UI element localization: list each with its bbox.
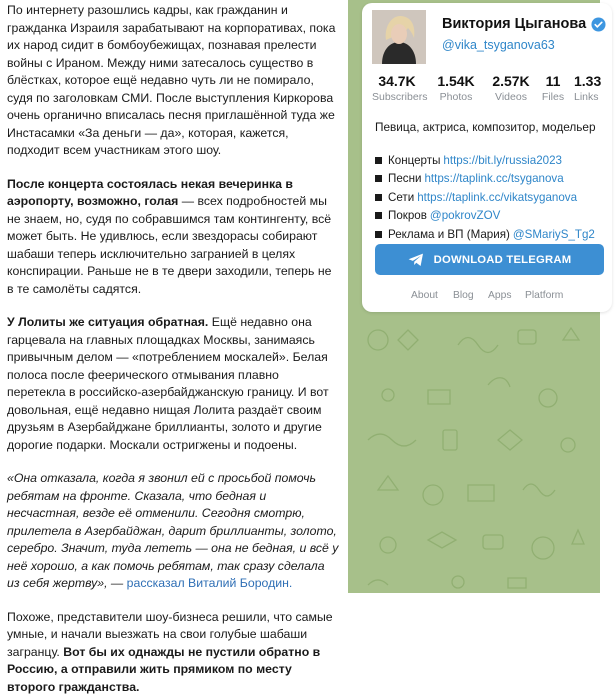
quote-text: «Она отказала, когда я звонил ей с просьбой помочь ребятам на фронте. Сказала, что бедная и несчастная, везде её отменили. Сегодня смотрю, прилетела в Азербайджан, дарит бриллианты, золото, серебро. Значит, туда лететь — она не бедная, и всё у неё хорошо, а как помочь ребятам, так сразу сделала из себя жертву», — (7, 471, 338, 590)
article-column (0, 0, 348, 593)
channel-bio: Певица, актриса, композитор, модельер (375, 120, 596, 134)
black-square-icon (375, 231, 382, 238)
channel-stats (362, 72, 612, 112)
stat-subscribers (372, 72, 422, 104)
channel-title-row (442, 16, 606, 32)
list-item (375, 207, 615, 226)
black-square-icon (375, 175, 382, 182)
link-url[interactable]: @SMariyS_Tg2 (513, 228, 595, 241)
footer-link-about[interactable]: About (411, 290, 438, 301)
channel-card (362, 3, 612, 312)
link-url[interactable]: @pokrovZOV (430, 209, 500, 222)
link-url[interactable]: https://taplink.cc/tsyganova (424, 172, 563, 185)
link-label: Сети (388, 191, 414, 204)
paragraph-text: Ещё недавно она гарцевала на главных площадках Москвы, занимаясь привычным делом — «потреблением москалей». Белая полоса после феерического отмывания плавно перетекла в российско-азербайджанскую границу. И вот довольная, ещё недавно нищая Лолита раздаёт своим друзьям в Азербайджане бриллианты, золото и другие дорогие подарки. Москали остригжены и подоены. (7, 315, 329, 452)
link-url[interactable]: https://bit.ly/russia2023 (443, 154, 562, 167)
article-paragraph-2 (7, 176, 340, 299)
link-url[interactable]: https://taplink.cc/vikatsyganova (417, 191, 577, 204)
link-label: Реклама и ВП (Мария) (388, 228, 510, 241)
list-item (375, 188, 615, 207)
stat-label: Links (574, 90, 614, 104)
stat-value: 1.54K (434, 72, 478, 90)
channel-links-list (375, 151, 615, 244)
link-label: Покров (388, 209, 427, 222)
black-square-icon (375, 157, 382, 164)
footer-link-platform[interactable]: Platform (525, 290, 563, 301)
paragraph-bold-lead: После концерта состоялась некая вечеринка в аэропорту, возможно, голая (7, 177, 293, 209)
download-button-label: DOWNLOAD TELEGRAM (434, 254, 572, 266)
stat-value: 1.33 (574, 72, 614, 90)
link-label: Концерты (388, 154, 440, 167)
channel-name: Виктория Цыганова (442, 16, 586, 32)
stat-value: 34.7K (372, 72, 422, 90)
footer-link-apps[interactable]: Apps (488, 290, 511, 301)
quote-source-link[interactable]: рассказал Виталий Бородин. (127, 576, 293, 590)
avatar-portrait-icon (372, 10, 426, 64)
card-footer-nav (362, 290, 612, 304)
footer-link-blog[interactable]: Blog (453, 290, 474, 301)
stat-files[interactable] (538, 72, 568, 104)
channel-handle[interactable]: @vika_tsyganova63 (442, 38, 555, 52)
article-paragraph-5 (7, 609, 340, 696)
stat-videos[interactable] (488, 72, 534, 104)
stat-value: 2.57K (488, 72, 534, 90)
article-paragraph-3 (7, 314, 340, 454)
stat-label: Subscribers (372, 90, 422, 104)
stat-value: 11 (538, 72, 568, 90)
stat-photos[interactable] (434, 72, 478, 104)
black-square-icon (375, 212, 382, 219)
link-label: Песни (388, 172, 421, 185)
paragraph-text: По интернету разошлись кадры, как гражданин и гражданка Израиля зарабатывают на корпоративах, пока их народ сидит в бомбоубежищах, познавая прелести войны с Ираном. Между ними затесалось существо в блёстках, которое ещё недавно чуть ли не помирало, судя по заголовкам СМИ. После выступления Киркорова очень органично вписалась песня приглашённой туда же Инстасамки «За деньги — да», которая, кажется, подходит всем участникам этого шоу. (7, 3, 335, 157)
verified-check-icon (591, 17, 606, 32)
paragraph-bold-ending: Вот бы их однажды не пустили обратно в Россию, а отправили жить прямиком по месту второго гражданства. (7, 645, 320, 694)
stat-label: Files (538, 90, 568, 104)
paragraph-text: — всех подробностей мы не знаем, но, судя по собравшимся там контингенту, всё может быть. Не удивлюсь, если звездорасы собирают шабаши теперь исключительно загранией в целях конспирации. Раньше не в те двери заходили, теперь не в те самолёты садятся. (7, 194, 331, 296)
article-quote (7, 470, 340, 593)
paragraph-text: Похоже, представители шоу-бизнеса решили, что самые умные, и начали выезжать на свои голубые шабаши загранцу. (7, 610, 333, 659)
stat-label: Videos (488, 90, 534, 104)
list-item (375, 170, 615, 189)
paragraph-bold-lead: У Лолиты же ситуация обратная. (7, 315, 208, 329)
download-telegram-button[interactable] (375, 244, 604, 275)
stat-links[interactable] (574, 72, 614, 104)
stat-label: Photos (434, 90, 478, 104)
telegram-plane-icon (408, 253, 424, 267)
article-paragraph-1 (7, 2, 340, 160)
channel-avatar[interactable] (372, 10, 426, 64)
black-square-icon (375, 194, 382, 201)
list-item (375, 151, 615, 170)
list-item (375, 225, 615, 244)
